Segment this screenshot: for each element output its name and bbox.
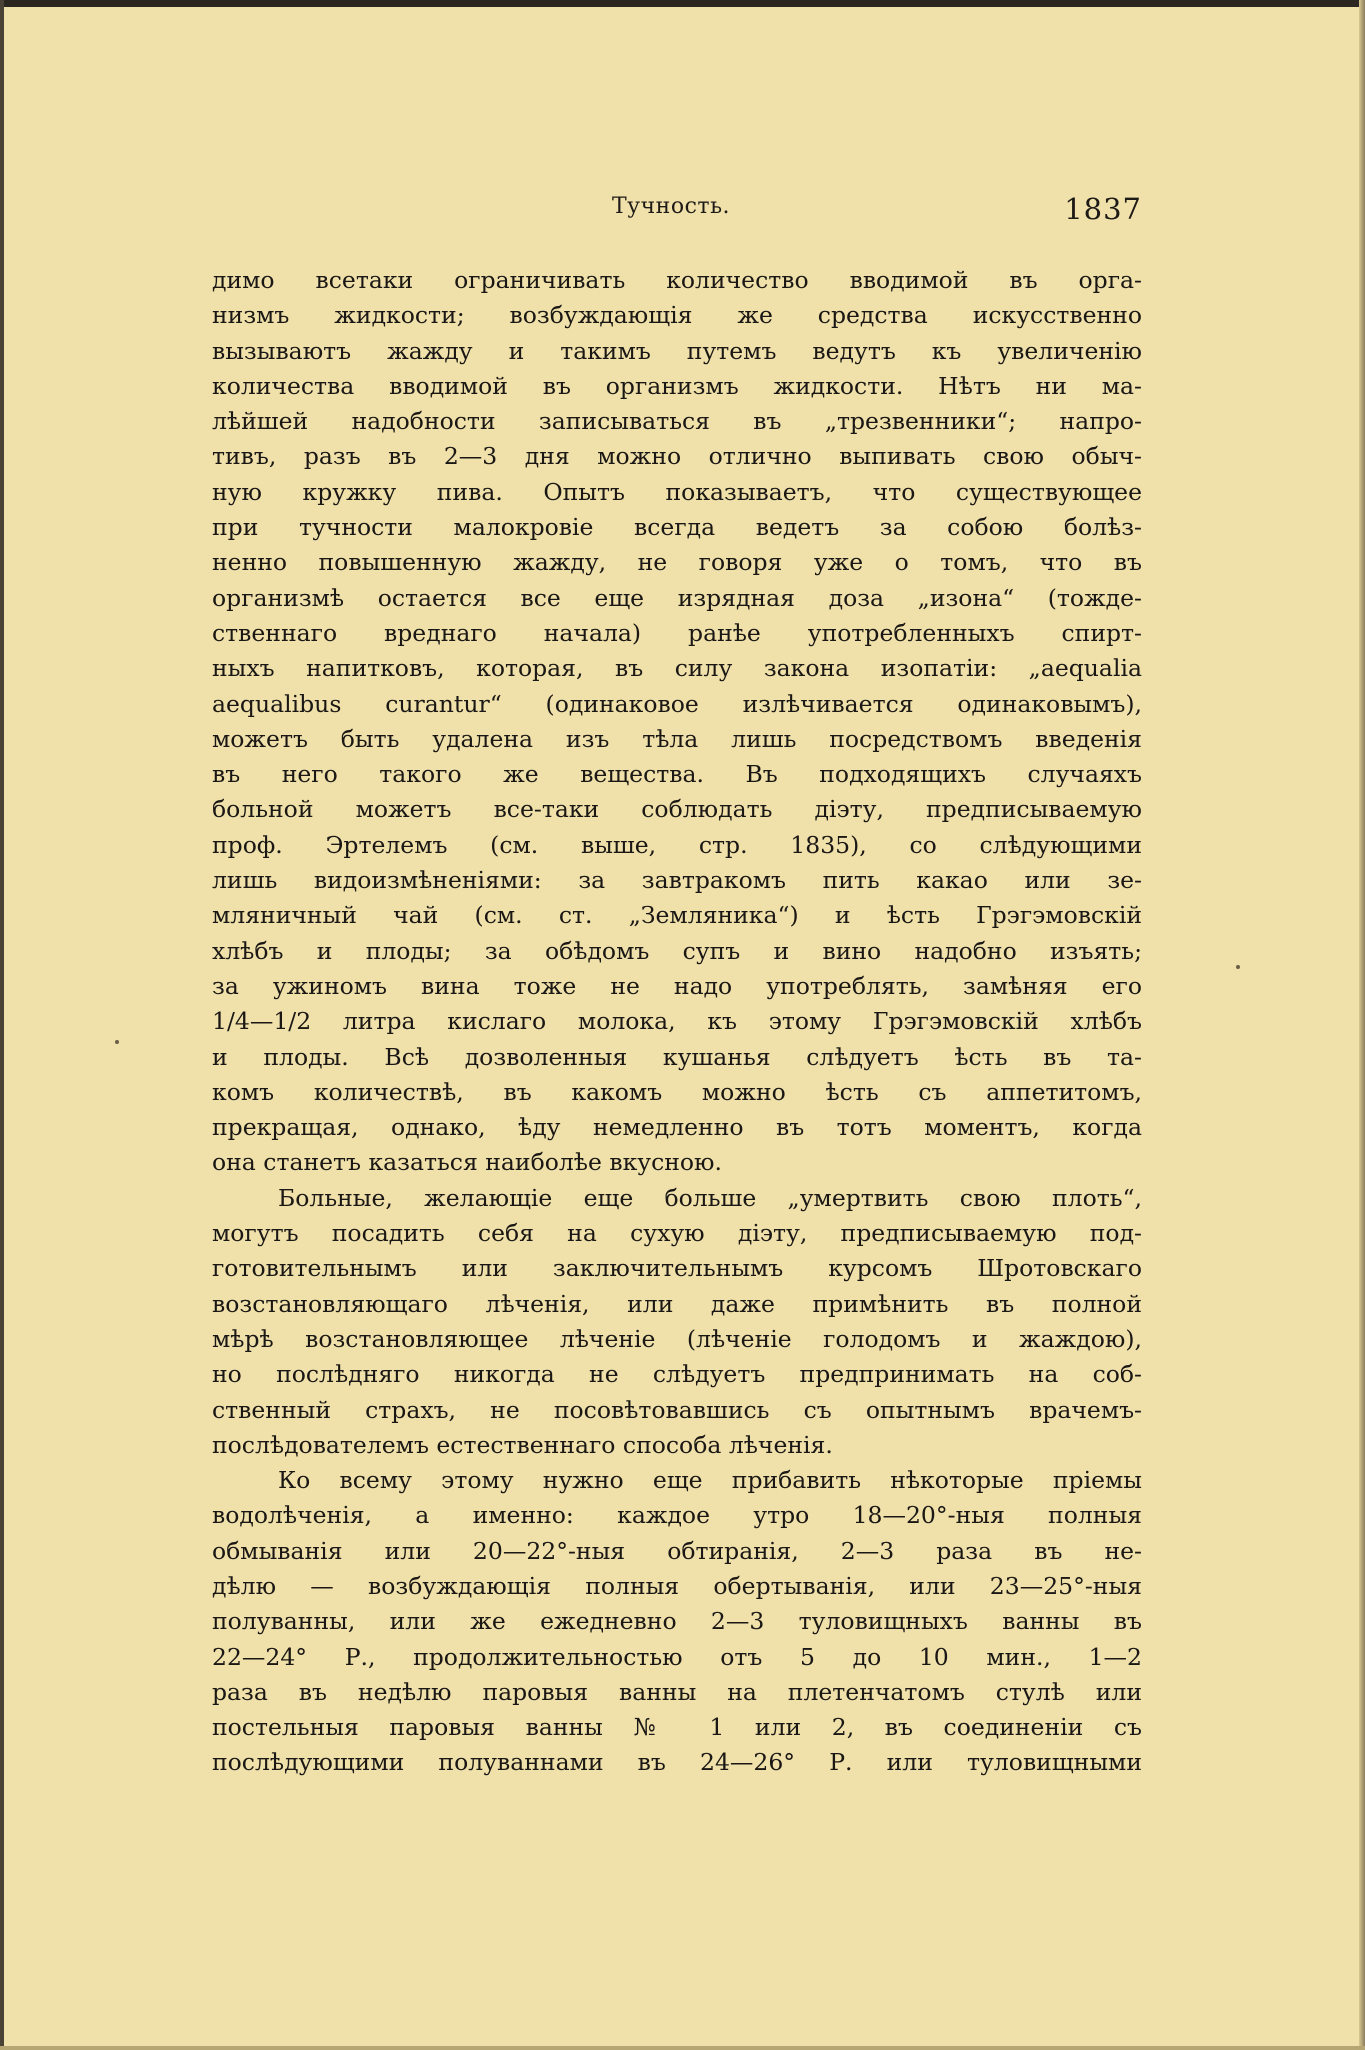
page-edge-top: [0, 0, 1365, 7]
text-line: постельныя паровыя ванны № 1 или 2, въ соединеніи съ: [212, 1713, 1142, 1742]
paper-speck: [115, 1040, 119, 1044]
text-line: ственнаго вреднаго начала) ранѣе употребленныхъ спирт-: [212, 618, 1142, 647]
text-line: больной можетъ все-таки соблюдать діэту, предписываемую: [212, 795, 1142, 824]
page-edge-bottom: [0, 2046, 1365, 2050]
text-line: прекращая, однако, ѣду немедленно въ тотъ моментъ, когда: [212, 1113, 1142, 1142]
text-line: послѣдующими полуваннами въ 24—26° Р. или туловищными: [212, 1748, 1142, 1777]
page-edge-left: [0, 0, 4, 2050]
text-line: мѣрѣ возстановляющее лѣченіе (лѣченіе голодомъ и жаждою),: [212, 1324, 1142, 1353]
text-line: 22—24° Р., продолжительностью отъ 5 до 10 мин., 1—2: [212, 1642, 1142, 1671]
text-line: водолѣченія, а именно: каждое утро 18—20°-ныя полныя: [212, 1501, 1142, 1530]
text-line: могутъ посадить себя на сухую діэту, предписываемую под-: [212, 1219, 1142, 1248]
text-line: ственный страхъ, не посовѣтовавшись съ опытнымъ врачемъ-: [212, 1395, 1142, 1424]
running-title: Тучность.: [612, 194, 731, 219]
page-edge-right: [1359, 0, 1365, 2050]
text-line: комъ количествѣ, въ какомъ можно ѣсть съ аппетитомъ,: [212, 1077, 1142, 1106]
paper-speck: [1236, 965, 1240, 969]
text-line: тивъ, разъ въ 2—3 дня можно отлично выпивать свою обыч-: [212, 442, 1142, 471]
text-line: раза въ недѣлю паровыя ванны на плетенчатомъ стулѣ или: [212, 1677, 1142, 1706]
text-line: полуванны, или же ежедневно 2—3 туловищныхъ ванны въ: [212, 1607, 1142, 1636]
text-line: Ко всему этому нужно еще прибавить нѣкоторые пріемы: [278, 1466, 1142, 1495]
text-line: ную кружку пива. Опытъ показываетъ, что существующее: [212, 477, 1142, 506]
text-line: дѣлю — возбуждающія полныя обертыванія, или 23—25°-ныя: [212, 1571, 1142, 1600]
text-line: но послѣдняго никогда не слѣдуетъ предпринимать на соб-: [212, 1360, 1142, 1389]
text-line: обмыванія или 20—22°-ныя обтиранія, 2—3 раза въ не-: [212, 1536, 1142, 1565]
text-line: она станетъ казаться наиболѣе вкусною.: [212, 1148, 722, 1177]
text-line: 1/4—1/2 литра кислаго молока, къ этому Грэгэмовскій хлѣбъ: [212, 1007, 1142, 1036]
page-number: 1837: [1064, 192, 1142, 226]
text-line: готовительнымъ или заключительнымъ курсомъ Шротовскаго: [212, 1254, 1142, 1283]
text-line: и плоды. Всѣ дозволенныя кушанья слѣдуетъ ѣсть въ та-: [212, 1042, 1142, 1071]
text-line: при тучности малокровіе всегда ведетъ за собою болѣз-: [212, 513, 1142, 542]
text-line: низмъ жидкости; возбуждающія же средства искусственно: [212, 301, 1142, 330]
text-line: лишь видоизмѣненіями: за завтракомъ пить какао или зе-: [212, 866, 1142, 895]
text-line: хлѣбъ и плоды; за обѣдомъ супъ и вино надобно изъять;: [212, 936, 1142, 965]
text-line: возстановляющаго лѣченія, или даже примѣнить въ полной: [212, 1289, 1142, 1318]
text-line: димо всетаки ограничивать количество вводимой въ орга-: [212, 266, 1142, 294]
text-line: ныхъ напитковъ, которая, въ силу закона изопатіи: „aequalia: [212, 654, 1142, 683]
text-line: aequalibus curantur“ (одинаковое излѣчивается одинаковымъ),: [212, 689, 1142, 718]
text-line: за ужиномъ вина тоже не надо употреблять, замѣняя его: [212, 971, 1142, 1000]
text-line: мляничный чай (см. ст. „Земляника“) и ѣсть Грэгэмовскій: [212, 901, 1142, 930]
body-text: [212, 263, 1142, 1781]
text-line: послѣдователемъ естественнаго способа лѣченія.: [212, 1430, 833, 1459]
text-line: Больные, желающіе еще больше „умертвить свою плоть“,: [278, 1183, 1142, 1212]
text-line: ненно повышенную жажду, не говоря уже о томъ, что въ: [212, 548, 1142, 577]
text-line: количества вводимой въ организмъ жидкости. Нѣтъ ни ма-: [212, 371, 1142, 400]
text-line: вызываютъ жажду и такимъ путемъ ведутъ къ увеличенію: [212, 336, 1142, 365]
running-head: [212, 192, 1142, 232]
text-line: проф. Эртелемъ (см. выше, стр. 1835), со слѣдующими: [212, 830, 1142, 859]
text-line: въ него такого же вещества. Въ подходящихъ случаяхъ: [212, 760, 1142, 789]
text-line: организмѣ остается все еще изрядная доза „изона“ (тожде-: [212, 583, 1142, 612]
text-line: лѣйшей надобности записываться въ „трезвенники“; напро-: [212, 407, 1142, 436]
text-line: можетъ быть удалена изъ тѣла лишь посредствомъ введенія: [212, 724, 1142, 753]
